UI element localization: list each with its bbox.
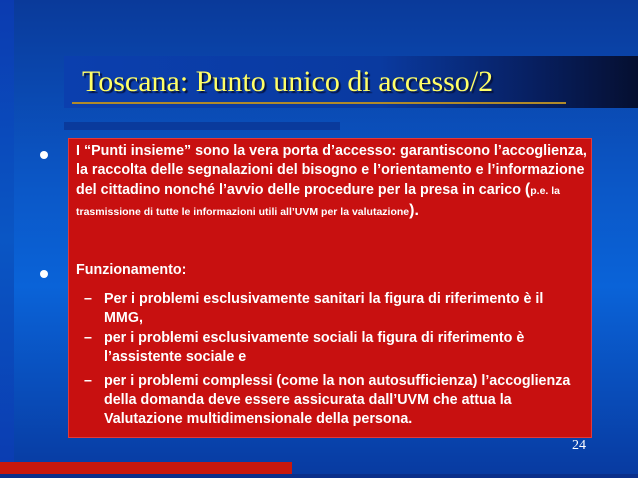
bullet-1-main: I “Punti insieme” sono la vera porta d’accesso: garantiscono l’accoglienza, la raccolta delle segnalazioni del bisogno e l’orientamento e l’informazione del cittadino nonché l’avvio delle procedure per la presa in carico <box>76 143 587 198</box>
sub-item-dash-3: – <box>84 373 92 389</box>
decor-stripe <box>64 122 340 130</box>
sub-item-dash-2: – <box>84 330 92 346</box>
bottom-edge <box>0 474 638 478</box>
sub-item-2: per i problemi esclusivamente sociali la figura di riferimento è l’assistente sociale e <box>104 330 525 365</box>
bullet-dot-2 <box>40 270 48 278</box>
sub-item-dash-1: – <box>84 291 92 307</box>
slide-title: Toscana: Punto unico di accesso/2 <box>82 65 494 98</box>
bullet-1-paren-close: ). <box>409 202 419 219</box>
bullet-1-text <box>76 142 588 222</box>
sub-item-3: per i problemi complessi (come la non autosufficienza) l’accoglienza della domanda deve essere assicurata dall’UVM che attua la Valutazione multidimensionale della persona. <box>104 373 571 427</box>
bullet-1-small-text: p.e. la trasmissione di tutte le informazioni utili all’UVM per la valutazione <box>76 185 560 218</box>
page-number: 24 <box>572 438 586 453</box>
title-underline <box>72 102 566 104</box>
sub-item-1: Per i problemi esclusivamente sanitari la figura di riferimento è il MMG, <box>104 291 544 326</box>
bullet-dot-1 <box>40 151 48 159</box>
bullet-2-heading: Funzionamento: <box>76 262 187 278</box>
bullet-1-paren-open: ( <box>524 181 531 198</box>
left-decor-bar <box>0 0 14 478</box>
